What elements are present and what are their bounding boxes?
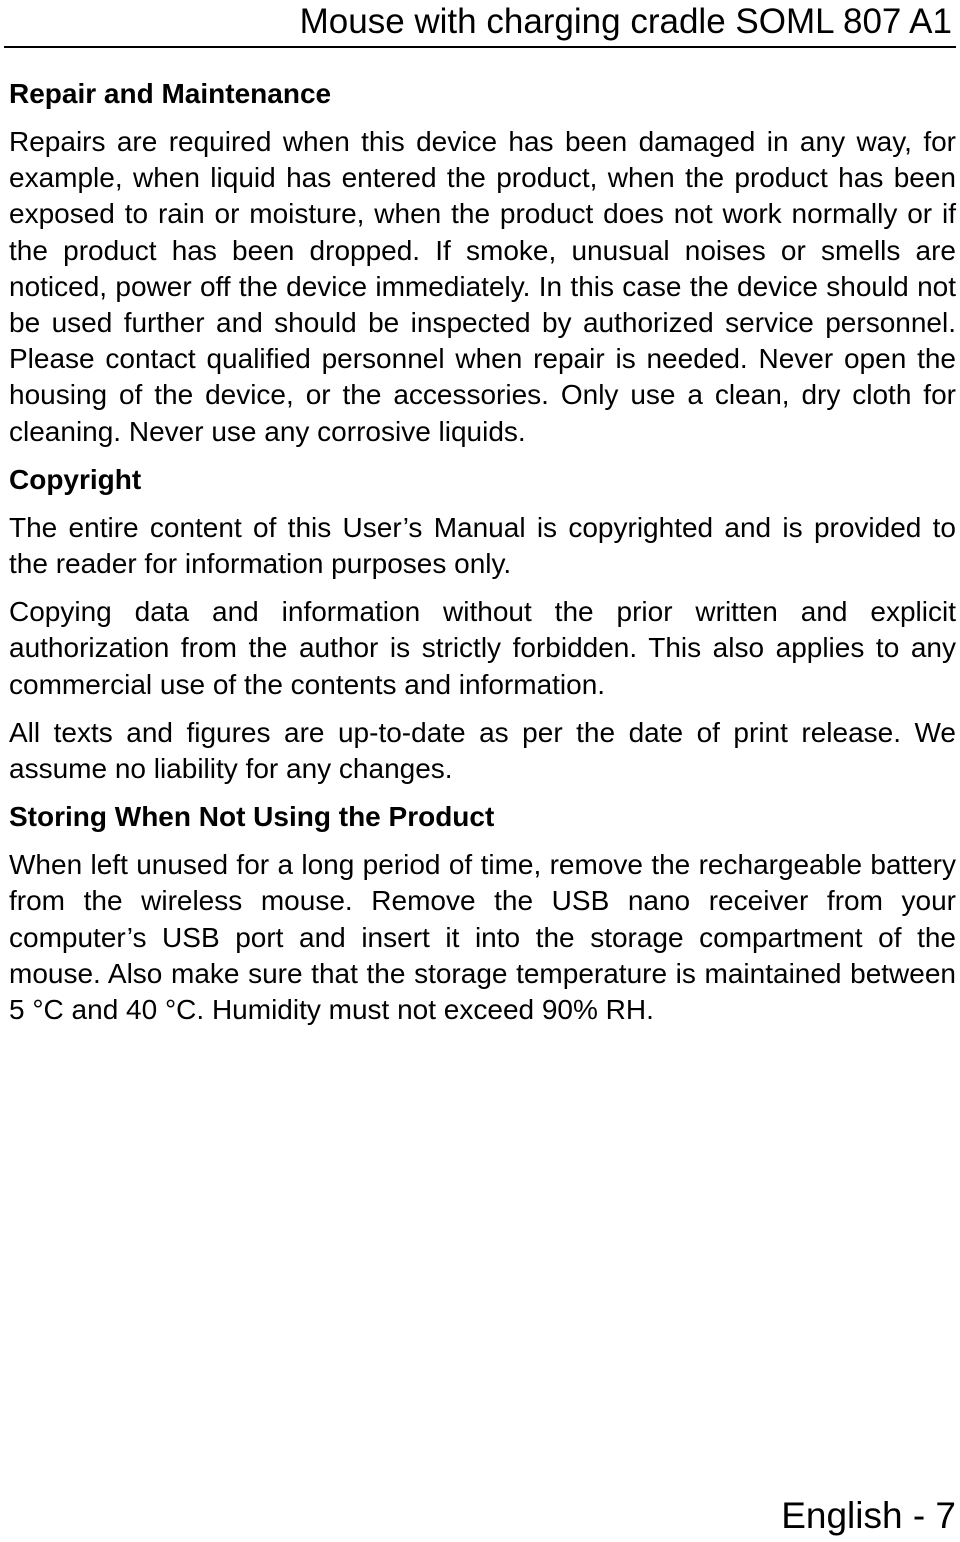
body-paragraph: Copying data and information without the prior written and explicit authorization from the author is strictly forbidden. This also applies to any commercial use of the contents and information. (9, 596, 956, 700)
body-paragraph: Repairs are required when this device has been damaged in any way, for example, when liquid has entered the product, when the product has been exposed to rain or moisture, when the product does not work normally or if the product has been dropped. If smoke, unusual noises or smells are noticed, power off the device immediately. In this case the device should not be used further and should be inspected by authorized service personnel. Please contact qualified personnel when repair is needed. Never open the housing of the device, or the accessories. Only use a clean, dry cloth for cleaning. Never use any corrosive liquids. (9, 126, 956, 447)
page-content (9, 76, 956, 1028)
running-header (4, 0, 956, 48)
document-title: Mouse with charging cradle SOML 807 A1 (299, 2, 952, 41)
section-heading: Copyright (9, 463, 142, 495)
body-paragraph: All texts and figures are up-to-date as per the date of print release. We assume no liability for any changes. (9, 716, 956, 785)
body-paragraph: The entire content of this User’s Manual is copyrighted and is provided to the reader for information purposes only. (9, 511, 956, 580)
section-heading: Storing When Not Using the Product (9, 801, 495, 833)
body-paragraph: When left unused for a long period of time, remove the rechargeable battery from the wireless mouse. Remove the USB nano receiver from your computer’s USB port and insert it into the storage compartment of the mouse. Also make sure that the storage temperature is maintained between 5 °C and 40 °C. Humidity must not exceed 90% RH. (9, 849, 956, 1026)
section-storing (9, 799, 956, 1028)
page-number: English - 7 (781, 1495, 956, 1536)
section-heading: Repair and Maintenance (9, 78, 332, 109)
section-repair-maintenance (9, 76, 956, 450)
section-copyright (9, 462, 956, 787)
